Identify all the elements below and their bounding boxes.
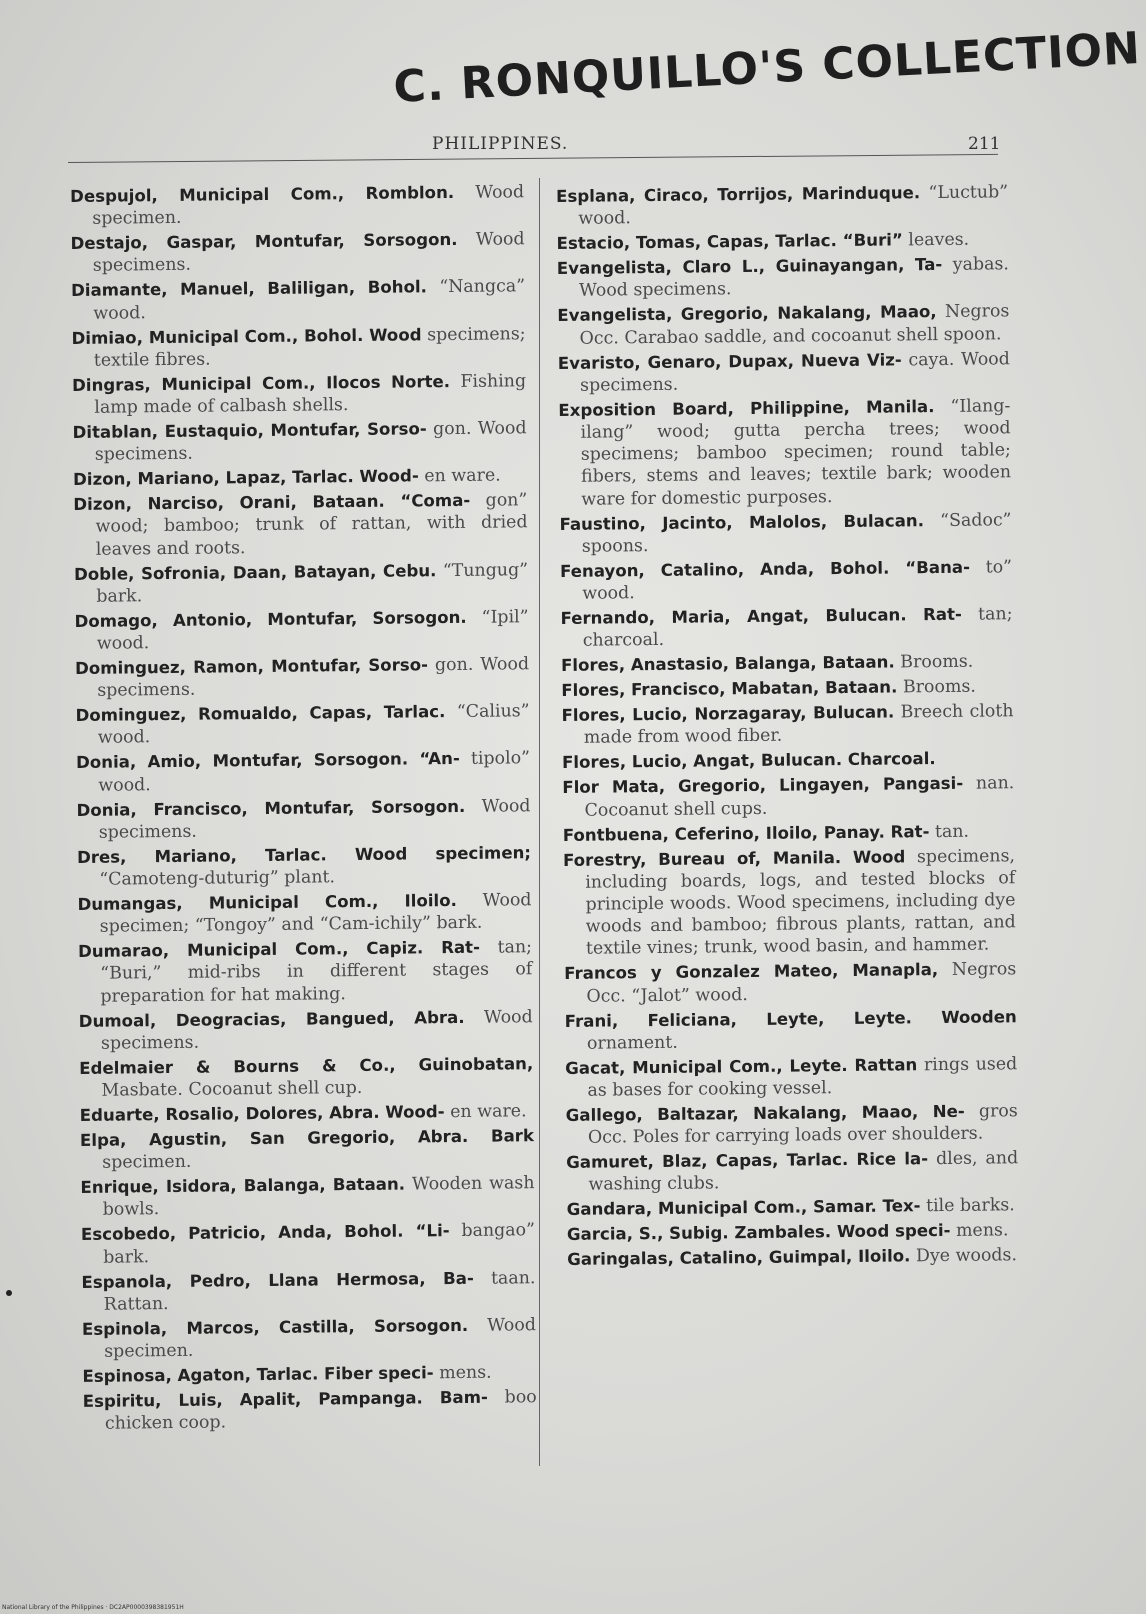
entry-description: en ware.	[424, 465, 501, 487]
entry-name: Dimiao, Municipal Com., Bohol. Wood	[71, 324, 422, 348]
catalog-entry	[560, 556, 1012, 605]
left-column	[70, 181, 537, 1438]
catalog-entry	[563, 845, 1016, 961]
entry-description: Fishing lamp made of calbash shells.	[94, 371, 527, 418]
entry-name: Fenayon, Catalino, Anda, Bohol. “Bana-	[559, 557, 971, 581]
catalog-entry	[80, 1100, 534, 1127]
entry-name: Dumarao, Municipal Com., Capiz. Rat-	[77, 937, 481, 962]
entry-description: gros Occ. Poles for carrying loads over shoulders.	[587, 1101, 1018, 1148]
catalog-entry	[567, 1195, 1019, 1222]
catalog-entry	[83, 1386, 537, 1435]
catalog-entry	[558, 395, 1011, 511]
entry-name: Francos y Gonzalez Mateo, Manapla,	[564, 960, 939, 984]
catalog-entry	[563, 820, 1015, 847]
entry-description: Wood specimen; “Tongoy” and “Cam-ichily” bark.	[99, 890, 532, 937]
catalog-entry	[70, 228, 524, 277]
catalog-entry	[80, 1125, 534, 1174]
entry-description: mens.	[955, 1220, 1009, 1242]
entry-description: Wood specimens.	[98, 795, 531, 843]
catalog-entry	[565, 1053, 1017, 1102]
catalog-entry	[561, 650, 1013, 677]
catalog-entry	[556, 181, 1008, 230]
catalog-entry	[74, 559, 528, 608]
catalog-entry	[72, 417, 526, 466]
catalog-entry	[77, 842, 531, 891]
entry-description: tan; “Buri,” mid-ribs in different stages of preparation for hat making.	[100, 937, 533, 1007]
entry-description: Wood specimens.	[100, 1006, 533, 1054]
entry-name: Evangelista, Gregorio, Nakalang, Maao,	[557, 302, 937, 326]
entry-name: Domago, Antonio, Montufar, Sorsogon.	[74, 607, 467, 631]
entry-description: ornament.	[586, 1032, 678, 1054]
entry-description: Brooms.	[900, 651, 974, 673]
entry-name: Eduarte, Rosalio, Dolores, Abra. Wood-	[79, 1102, 445, 1126]
entry-name: Gamuret, Blaz, Capas, Tarlac. Rice la-	[566, 1149, 929, 1173]
page-number: 211	[968, 134, 1001, 154]
entry-name: Flores, Francisco, Mabatan, Bataan.	[561, 677, 898, 701]
entry-name: Flores, Anastasio, Balanga, Bataan.	[560, 652, 895, 676]
entry-name: Espanola, Pedro, Llana Hermosa, Ba-	[81, 1268, 474, 1292]
entry-name: Evangelista, Claro L., Guinayangan, Ta-	[556, 255, 943, 279]
catalog-entry	[562, 748, 1014, 775]
catalog-entry	[561, 700, 1013, 749]
entry-description: bangao” bark.	[103, 1220, 536, 1268]
entry-description: Wood specimen.	[104, 1315, 537, 1362]
catalog-entry	[567, 1220, 1019, 1247]
entry-name: Flor Mata, Gregorio, Lingayen, Pangasi-	[562, 774, 964, 798]
catalog-entry	[564, 959, 1016, 1008]
entry-name: Gallego, Baltazar, Nakalang, Maao, Ne-	[565, 1101, 965, 1126]
entry-description: taan. Rattan.	[103, 1267, 536, 1315]
catalog-entry	[75, 653, 529, 702]
entry-name: Gandara, Municipal Com., Samar. Tex-	[566, 1196, 921, 1220]
catalog-entry	[71, 323, 525, 372]
entry-name: Dizon, Narciso, Orani, Bataan. “Coma-	[73, 491, 471, 515]
entry-name: Faustino, Jacinto, Malolos, Bulacan.	[559, 510, 925, 534]
entry-description: leaves.	[908, 229, 970, 251]
entry-name: Espinosa, Agaton, Tarlac. Fiber speci-	[82, 1363, 434, 1387]
catalog-entry	[556, 228, 1008, 255]
catalog-entry	[565, 1006, 1017, 1055]
entry-name: Espinola, Marcos, Castilla, Sorsogon.	[81, 1315, 469, 1339]
entry-description: Negros Occ. “Jalot” wood.	[586, 959, 1017, 1007]
entry-description: dles, and washing clubs.	[588, 1148, 1019, 1196]
catalog-entry	[560, 603, 1012, 652]
catalog-entry	[81, 1267, 535, 1316]
catalog-entry	[82, 1314, 536, 1363]
catalog-entry	[81, 1220, 535, 1269]
entry-name: Ditablan, Eustaquio, Montufar, Sorso-	[72, 419, 427, 443]
entry-name: Dumangas, Municipal Com., Iloilo.	[77, 891, 457, 915]
catalog-entry	[73, 489, 528, 560]
entry-name: Dominguez, Ramon, Montufar, Sorso-	[74, 655, 429, 679]
entry-description: rings used as bases for cooking vessel.	[587, 1054, 1018, 1101]
catalog-entry	[77, 889, 531, 938]
entry-name: Enrique, Isidora, Balanga, Bataan.	[80, 1174, 406, 1198]
entry-description: specimens; textile fibres.	[93, 323, 526, 371]
margin-dot	[6, 1290, 12, 1296]
entry-description: Masbate. Cocoanut shell cup.	[101, 1078, 363, 1101]
catalog-entry	[72, 370, 526, 419]
entry-name: Espiritu, Luis, Apalit, Pampanga. Bam-	[82, 1387, 488, 1412]
entry-name: Donia, Francisco, Montufar, Sorsogon.	[76, 796, 466, 820]
entry-description: gon. Wood specimens.	[94, 418, 527, 465]
entry-description: specimen.	[102, 1152, 192, 1173]
entry-description: mens.	[439, 1362, 492, 1384]
header-rule	[68, 154, 998, 163]
entry-description: gon” wood; bamboo; trunk of rattan, with dried leaves and roots.	[95, 490, 528, 560]
entry-name: Despujol, Municipal Com., Romblon.	[70, 182, 455, 206]
catalog-entry	[79, 1053, 533, 1102]
entry-description: Wooden wash bowls.	[102, 1173, 535, 1221]
entry-description: “Ipil” wood.	[96, 607, 529, 654]
entry-name: Evaristo, Genaro, Dupax, Nueva Viz-	[557, 349, 902, 373]
entry-name: Garingalas, Catalino, Guimpal, Iloilo.	[567, 1246, 911, 1270]
catalog-entry	[566, 1147, 1018, 1196]
entry-name: Dumoal, Deogracias, Bangued, Abra.	[78, 1007, 465, 1031]
right-column	[556, 181, 1019, 1274]
catalog-entry	[82, 1361, 536, 1388]
entry-description: caya. Wood specimens.	[579, 348, 1010, 396]
catalog-entry	[76, 748, 530, 797]
entry-description: yabas. Wood specimens.	[578, 254, 1009, 302]
entry-description: boo chicken coop.	[104, 1387, 537, 1434]
entry-name: Dizon, Mariano, Lapaz, Tarlac. Wood-	[72, 466, 419, 490]
catalog-entry	[561, 675, 1013, 702]
entry-description: Breech cloth made from wood fiber.	[583, 701, 1014, 749]
footer-credit: National Library of the Philippines · DC2AP0000398381951H	[2, 1604, 184, 1611]
entry-description: Brooms.	[902, 676, 976, 698]
entry-description: to” wood.	[582, 557, 1013, 604]
entry-name: Garcia, S., Subig. Zambales. Wood speci-	[566, 1221, 951, 1245]
entry-name: Donia, Amio, Montufar, Sorsogon. “An-	[75, 749, 460, 773]
catalog-entry	[567, 1245, 1019, 1272]
entry-name: Dres, Mariano, Tarlac. Wood specimen;	[76, 843, 532, 867]
catalog-entry	[74, 606, 528, 655]
catalog-entry	[562, 773, 1014, 822]
entry-name: Dominguez, Romualdo, Capas, Tarlac.	[75, 702, 446, 726]
entry-description: tan; charcoal.	[582, 604, 1013, 651]
entry-name: Flores, Lucio, Angat, Bulucan. Charcoal.	[561, 749, 936, 773]
entry-name: Escobedo, Patricio, Anda, Bohol. “Li-	[80, 1221, 450, 1245]
catalog-entry	[80, 1172, 534, 1221]
entry-description: “Ilang-ilang” wood; gutta percha trees; wood specimens; bamboo specimen; round table; fibers, stems and leaves; textile bark; wooden ware for domestic purposes.	[580, 396, 1012, 510]
entry-name: Forestry, Bureau of, Manila. Wood	[562, 847, 906, 870]
entry-name: Diamante, Manuel, Baliligan, Bohol.	[70, 277, 428, 301]
catalog-entry	[73, 464, 527, 491]
entry-name: Destajo, Gaspar, Montufar, Sorsogon.	[70, 230, 458, 254]
entry-description: tan.	[934, 821, 970, 842]
entry-description: tipolo” wood.	[98, 748, 531, 796]
entry-description: specimens, including boards, logs, and tested blocks of principle woods. Wood specimens, including dye woods and bamboo; fibrous plants, rattan, and textile vines; trunk, wood basin, and hammer.	[585, 845, 1016, 960]
catalog-entry	[75, 700, 529, 749]
entry-name: Fernando, Maria, Angat, Bulucan. Rat-	[560, 604, 962, 629]
entry-name: Dingras, Municipal Com., Ilocos Norte.	[71, 371, 451, 395]
entry-description: Dye woods.	[915, 1245, 1018, 1267]
entry-description: “Sadoc” spoons.	[581, 509, 1012, 557]
entry-description: en ware.	[450, 1101, 527, 1123]
entry-description: “Tungug” bark.	[96, 559, 529, 607]
catalog-entry	[557, 253, 1009, 302]
entry-description: nan. Cocoanut shell cups.	[584, 773, 1015, 821]
running-head: PHILIPPINES.	[432, 134, 569, 154]
catalog-entry	[559, 509, 1011, 558]
catalog-entry	[557, 301, 1009, 350]
entry-name: Doble, Sofronia, Daan, Batayan, Cebu.	[73, 560, 437, 584]
catalog-entry	[70, 181, 524, 230]
entry-name: Flores, Lucio, Norzagaray, Bulucan.	[561, 702, 895, 726]
entry-description: tile barks.	[925, 1195, 1015, 1217]
entry-name: Fontbuena, Ceferino, Iloilo, Panay. Rat-	[562, 821, 930, 845]
entry-description: “Camoteng-duturig” plant.	[99, 867, 336, 890]
catalog-entry	[79, 1006, 533, 1055]
column-divider	[539, 178, 540, 1466]
entry-description: “Calius” wood.	[97, 701, 530, 749]
entry-name: Estacio, Tomas, Capas, Tarlac. “Buri”	[556, 230, 903, 254]
entry-description: “Luctub” wood.	[578, 182, 1009, 229]
catalog-entry	[76, 795, 530, 844]
catalog-entry	[71, 276, 525, 325]
entry-description: “Nangca” wood.	[93, 276, 526, 324]
entry-description: Negros Occ. Carabao saddle, and cocoanut shell spoon.	[579, 301, 1010, 349]
entry-name: Exposition Board, Philippine, Manila.	[558, 396, 935, 420]
entry-name: Gacat, Municipal Com., Leyte. Rattan	[565, 1055, 918, 1078]
entry-description: Wood specimens.	[92, 229, 525, 277]
catalog-entry	[558, 348, 1010, 397]
entry-name: Elpa, Agustin, San Gregorio, Abra. Bark	[79, 1126, 535, 1151]
entry-name: Frani, Feliciana, Leyte, Leyte. Wooden	[564, 1006, 1017, 1031]
entry-description: gon. Wood specimens.	[97, 654, 530, 701]
entry-name: Esplana, Ciraco, Torrijos, Marinduque.	[556, 183, 921, 206]
entry-name: Edelmaier & Bourns & Co., Guinobatan,	[79, 1054, 534, 1078]
collection-stamp: C. RONQUILLO'S COLLECTION	[392, 22, 1143, 113]
catalog-entry	[566, 1100, 1018, 1149]
catalog-entry	[78, 936, 533, 1007]
entry-description: Wood specimen.	[92, 182, 525, 229]
